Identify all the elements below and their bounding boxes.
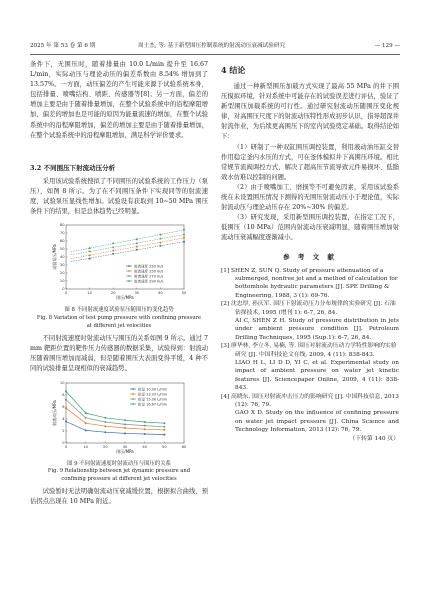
y-tick-label: 80 bbox=[59, 223, 65, 228]
y-tick-label: 6 bbox=[62, 404, 65, 409]
x-tick-label: 40 bbox=[142, 444, 147, 449]
data-point bbox=[183, 241, 185, 243]
x-tick-label: 30 bbox=[134, 291, 140, 296]
y-tick-label: 10 bbox=[59, 279, 65, 284]
reference-item: [1] SHEN Z, SUN Q. Study of pressure attenuation of a submerged, nonfree jet and a method of calculation for bottomhole hydraulic parameters [J]. SPE Drilling & Engineering, 1988, 3 (1): 69-76. bbox=[221, 267, 398, 299]
data-point bbox=[89, 248, 91, 250]
y-tick-label: 0 bbox=[62, 440, 65, 445]
figure-caption-en: confining pressure at different jet velocities bbox=[61, 475, 177, 482]
data-point bbox=[163, 428, 165, 430]
x-tick-label: 50 bbox=[181, 291, 187, 296]
legend-marker bbox=[128, 270, 130, 272]
y-tick-label: 50 bbox=[59, 247, 65, 252]
section-heading: 4 结论 bbox=[221, 65, 246, 75]
data-point bbox=[136, 246, 138, 248]
reference-item-en: AI C, SHEN Z H. Study of pressure distribution in jets under ambient pressure condition [J]. Petroleum Drilling Techniques, 1995 (Sup.1): 6-7, 26, 84. bbox=[235, 317, 399, 341]
data-point bbox=[183, 229, 185, 231]
x-tick-label: 10 bbox=[83, 444, 88, 449]
plot-frame bbox=[66, 225, 184, 289]
x-axis-label: 围压/MPa bbox=[116, 295, 134, 301]
data-point bbox=[89, 255, 91, 257]
data-point bbox=[85, 422, 87, 424]
x-tick-label: 20 bbox=[103, 444, 108, 449]
data-point bbox=[183, 237, 185, 239]
legend-marker bbox=[132, 403, 134, 405]
data-point bbox=[163, 422, 165, 424]
header-rule bbox=[30, 54, 400, 55]
legend-label: 排量 13.33 L/min bbox=[138, 391, 167, 396]
data-point bbox=[104, 431, 106, 433]
data-point bbox=[124, 427, 126, 429]
legend-marker bbox=[128, 265, 130, 267]
data-point bbox=[112, 253, 114, 255]
data-point bbox=[159, 234, 161, 236]
section-heading: 3.2 不同围压下射流动压分析 bbox=[30, 164, 116, 172]
paragraph: 条件下，无围压时，随着排量由 10.0 L/min 提升至 16.67 L/min，实际动压与理论动压的偏差系数由 8.54% 增加到了 13.57%。一方面，动压偏差的产生可能来源于试验系统本身，包括排量、喷嘴结构、喷距、传感器等[8]；另一方面，偏差的增加主要是由于随着排量增加，在整个试验系统中的沿程摩阻增加，偏差的增加也是可能的原因为能量流速的增加，在整个试验系统中的沿程摩阻增加，偏差的增加主要是由于随着排量增加，在整个试验系统中的沿程摩阻增加，满足科学评价要求。 bbox=[30, 61, 208, 139]
y-tick-label: 20 bbox=[59, 271, 65, 276]
x-tick-label: 60 bbox=[181, 444, 187, 449]
y-tick-label: 2 bbox=[62, 428, 65, 433]
data-point bbox=[112, 247, 114, 249]
data-point bbox=[124, 419, 126, 421]
x-tick-label: 0 bbox=[64, 444, 68, 449]
data-point bbox=[124, 432, 126, 434]
data-point bbox=[159, 245, 161, 247]
y-tick-label: 70 bbox=[59, 231, 65, 236]
paragraph: 不同射流速度时射流动压与围压的关系如图 9 所示。通过 7 mm 靶距位置的靶件压力传感器的数据采集，试验得到：射流动压随着围压增加而减弱，但是随着围压大表面变得平缓，4 种不同的试验排量呈现相似的衰减趋势。 bbox=[30, 335, 208, 373]
data-point bbox=[163, 433, 165, 435]
figure-caption-en: at different jet velocities bbox=[86, 322, 152, 329]
left-column bbox=[30, 60, 208, 508]
references-heading: 参 考 文 献 bbox=[283, 252, 337, 261]
data-point bbox=[65, 398, 67, 400]
running-title: 周士杰, 等: 基于新型围压控制系统的射流动压衰减试验研究 bbox=[138, 43, 286, 49]
x-tick-label: 40 bbox=[158, 291, 163, 296]
journal-issue: 2025 年 第 53 卷 第 6 期 bbox=[30, 43, 96, 49]
legend-label: 射流速度 250 m/s bbox=[134, 269, 164, 274]
data-point bbox=[144, 433, 146, 435]
data-point bbox=[104, 425, 106, 427]
figure-9 bbox=[44, 379, 194, 459]
reference-item: [4] 高晓东. 围压对射流冲击压力的影响研究 [J]. 中国科技信息, 2013 (12): 76, 79. bbox=[221, 393, 399, 408]
continued-note: （下转第 140 页） bbox=[349, 435, 399, 442]
y-tick-label: 4 bbox=[62, 416, 65, 421]
x-tick-label: 50 bbox=[162, 444, 167, 449]
legend-label: 射流速度 290 m/s bbox=[134, 279, 164, 284]
data-point bbox=[136, 249, 138, 251]
data-point bbox=[159, 238, 161, 240]
y-tick-label: 10 bbox=[59, 380, 65, 385]
paragraph: 试验暂时无法明确射流动压衰减缓位置，根据拟合曲线，预估拐点出现在 10 MPa 附近。 bbox=[30, 488, 208, 506]
data-point bbox=[124, 423, 126, 425]
right-column bbox=[221, 60, 399, 443]
data-point bbox=[144, 428, 146, 430]
legend-marker bbox=[132, 398, 134, 400]
running-header bbox=[30, 40, 400, 52]
y-tick-label: 30 bbox=[59, 263, 65, 268]
figure-8 bbox=[44, 221, 194, 305]
fig8-chart bbox=[44, 221, 194, 305]
data-point bbox=[104, 416, 106, 418]
y-axis-label: 射流动压/MPa bbox=[52, 399, 57, 426]
legend-marker bbox=[128, 275, 130, 277]
legend-label: 排量 10.00 L/min bbox=[138, 386, 167, 391]
fig9-chart bbox=[44, 379, 194, 459]
x-tick-label: 10 bbox=[87, 291, 92, 296]
data-point bbox=[159, 242, 161, 244]
legend-marker bbox=[132, 393, 134, 395]
data-point bbox=[104, 421, 106, 423]
data-point bbox=[136, 243, 138, 245]
reference-item: [3] 廖华林, 李立冬, 易楠, 等. 围压对射流动压动力学特性影响的实验研究 [J]. 中国科技论文在线, 2009, 4 (11): 838-843. bbox=[221, 343, 397, 358]
legend-label: 射流速度 230 m/s bbox=[134, 264, 164, 269]
y-tick-label: 8 bbox=[62, 392, 65, 397]
paragraph: （1）研制了一种双缸围压调控装置，利用液动油压缸交替作用稳定釜内水压的方式，可在釜体模拟井下高围压环境。相比常规节流阀调控方式，解决了超高压节流导致元件易损坏、低脂效水仿难以控制的问题。 bbox=[221, 143, 399, 181]
reference-item-en: GAO X D. Study on the influence of confining pressure on water jet impact pressure [J]. China Science and Technology Information, 2013 (12): 76, 79. bbox=[235, 410, 399, 434]
figure-caption-en: Fig. 9 Relationship between jet dynamic pressure and bbox=[47, 468, 191, 475]
reference-item: [2] 沈忠厚, 孙庆军. 围压下射流动压力分布规律的实验研究 [J]. 石油钻探技术, 1995 (增刊 1): 6-7, 26, 84. bbox=[221, 301, 396, 316]
data-point bbox=[85, 429, 87, 431]
data-point bbox=[144, 424, 146, 426]
data-point bbox=[183, 234, 185, 236]
y-axis-label: 试验泵压/MPa bbox=[52, 244, 57, 271]
x-axis-label: 围压/MPa bbox=[116, 448, 134, 454]
legend-label: 排量 15.00 L/min bbox=[138, 396, 167, 401]
reference-item-en: LIAO H L, LI D D, YI C, et al. Experimental study on impact of ambient pressure on water jet kinetic features [J]. Sciencepaper Online, 2009, 4 (11): 838-843. bbox=[235, 359, 399, 392]
figure-caption-en: Fig. 8 Variation of test pump pressure with confining pressure bbox=[36, 314, 202, 321]
legend-label: 排量 16.67 L/min bbox=[138, 401, 167, 406]
data-point bbox=[112, 250, 114, 252]
figure-caption: 图 9 不同射流速度时射流动压与围压的关系 bbox=[67, 460, 171, 467]
data-point bbox=[65, 420, 67, 422]
data-point bbox=[112, 243, 114, 245]
data-point bbox=[144, 421, 146, 423]
y-tick-label: 60 bbox=[59, 239, 65, 244]
data-point bbox=[65, 407, 67, 409]
y-tick-label: 40 bbox=[59, 255, 65, 260]
paragraph: （2）由于喷嘴加工、磨损等不可避免因素，采用该试验系统在未设置围压情况下测得的无围压射流动压小于理论值，实际射流动压与理论动压存在 20%~30% 的偏差。 bbox=[221, 183, 399, 212]
paragraph: 采用该试验系统搜拟了不同围压的试验系统的工作压力（泵压），如图 8 所示。为了在不同围压条件下实现同等的射流速度，试验泵压显线性增加。试验设有获取到 10~50 MPa 围压条件下的结果，但是总体趋势已经明显。 bbox=[30, 178, 208, 216]
page-number: — 129 — bbox=[374, 43, 400, 49]
figure-caption: 图 8 不同射流速度试验泵压随围压的变化趋势 bbox=[64, 307, 174, 314]
data-point bbox=[85, 412, 87, 414]
data-point bbox=[89, 251, 91, 253]
data-point bbox=[89, 258, 91, 260]
paragraph: （3）研究发现，采用新型围压调控装置，在指定工况下，低围压（10 MPa）范围内射流动压衰减明显，随着围压增加射流动压衰减幅度逐渐减小。 bbox=[221, 214, 399, 242]
y-tick-label: 0 bbox=[62, 287, 65, 292]
x-tick-label: 20 bbox=[110, 291, 116, 296]
legend-label: 射流速度 270 m/s bbox=[134, 274, 164, 279]
data-point bbox=[136, 239, 138, 241]
data-point bbox=[65, 390, 67, 392]
legend-marker bbox=[132, 388, 134, 390]
x-tick-label: 0 bbox=[64, 291, 68, 296]
x-tick-label: 30 bbox=[122, 444, 128, 449]
paragraph: 通过一种新型围压加载方式实现了最高 55 MPa 的井下围压模拟环境，针对系统中可能存在的试验误差进行评估，验证了新型围压加载系统的可行性。通过研究射流动压随围压变化规律，对高围压尺度下的射流动压特性形成初步认识，指导超深井射流作业，为后续更高围压下的室内试验奠定基础。取得结论如下： bbox=[221, 83, 399, 141]
data-point bbox=[85, 416, 87, 418]
data-point bbox=[163, 425, 165, 427]
legend-marker bbox=[128, 280, 130, 282]
